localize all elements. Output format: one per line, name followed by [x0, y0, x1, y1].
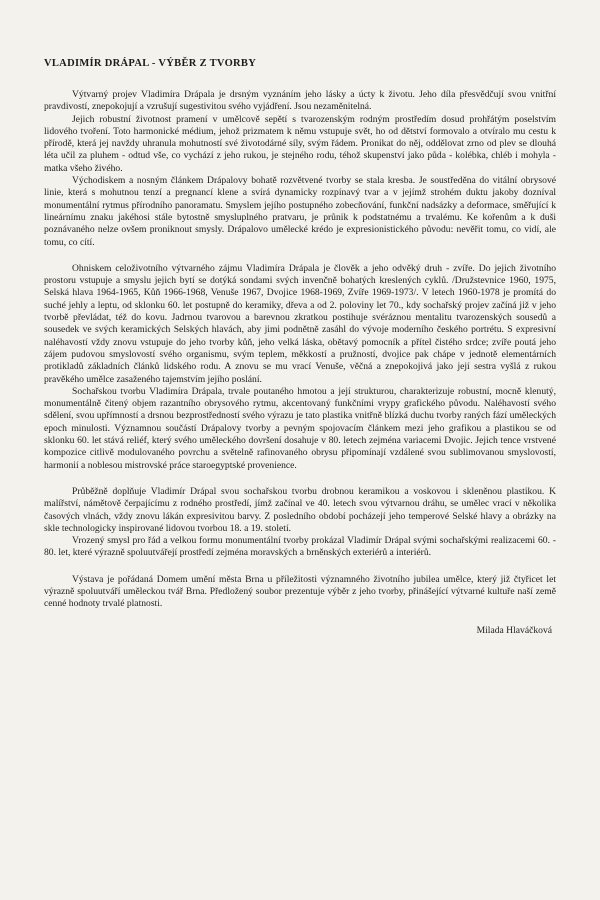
paragraph: Průběžně doplňuje Vladimír Drápal svou sochařskou tvorbu drobnou keramikou a voskovou i skleněnou plastikou. K malířství, námětově čerpajícímu z rodného prostředí, jímž začínal ve 40. letech svou výtvarnou dráhu, se umělec vrací v několika časových vlnách, vždy znovu lákán expresivitou barvy. Z posledního období pocházejí jeho temperové Selské hlavy a obrázky na skle technologicky inspirované lidovou tvorbou 18. a 19. století. [44, 485, 556, 534]
paragraph: Ohniskem celoživotního výtvarného zájmu Vladimíra Drápala je člověk a jeho odvěký druh - zvíře. Do jejich životního prostoru vstupuje a smyslu jejich bytí se dotýká sondami svých invenčně bohatých kreslených cyklů. /Družstevnice 1960, 1975, Selská hlava 1964-1965, Kůň 1966-1968, Venuše 1967, Dvojice 1968-1969, Zvíře 1969-1973/. V letech 1960-1978 je promítá do suché jehly a leptu, od sklonku 60. let postupně do keramiky, dřeva a od 2. poloviny let 70., kdy sochařský projev začíná již v jeho tvorbě převládat, též do kovu. Jadrnou tvarovou a barevnou zkratkou postihuje svéráznou mentalitu tvarozenských sousedů a sousedek ve svých keramických Selských hlavách, aby jimi podnětně zasáhl do vývoje moderního českého portrétu. S expresivní naléhavostí vždy znovu vstupuje do jeho tvorby kůň, jeho velká láska, obětavý pomocník a přítel čistého srdce; zvíře poutá jeho zájem pudovou smyslovostí svého organismu, svým teplem, měkkostí a pružností, dvojice pak chápe v jednotě elementárních protikladů základních článků lidského rodu. A znovu se mu vrací Venuše, věčná a znepokojivá jako její sestra vyšlá z rukou pravěkého umělce zasaženého tajemstvím jejího poslání. [44, 262, 556, 385]
section-1 [44, 89, 556, 249]
section-2 [44, 263, 556, 472]
page-title: VLADIMÍR DRÁPAL - VÝBĚR Z TVORBY [44, 58, 257, 69]
paragraph: Výstava je pořádaná Domem umění města Brna u příležitosti významného životního jubilea umělce, který již čtyřicet let výrazně spoluutváří uměleckou tvář Brna. Předložený soubor prezentuje výběr z jeho tvorby, přinášející výtvarné kultuře naší země cenné hodnoty trvalé platnosti. [44, 573, 556, 610]
paragraph: Výtvarný projev Vladimíra Drápala je drsným vyznáním jeho lásky a úcty k životu. Jeho díla přesvědčují svou vnitřní pravdivostí, znepokojují a vzrušují sugestivitou svého vyjádření. Jsou nezaměnitelná. [44, 89, 556, 113]
paragraph: Jejich robustní životnost pramení v umělcově sepětí s tvarozenským rodným prostředím dosud prohřátým poselstvím lidového tvoření. Toto harmonické médium, jehož prizmatem k němu vstupuje svět, ho od dětství formovalo a otvíralo mu cestu k přírodě, která jej navždy uhranula mohutností své životodárné síly, svým řádem. Pronikat do něj, oddělovat zrno od plev se dlouhá léta učil za pluhem - odtud vše, co vychází z jeho rukou, je stejného rodu, téhož skupenství jako půda - kolébka, chléb i mohyla - matka všeho živého. [44, 113, 556, 174]
author-signature: Milada Hlaváčková [476, 624, 552, 636]
section-3 [44, 486, 556, 560]
section-4 [44, 574, 556, 611]
paragraph: Vrozený smysl pro řád a velkou formu monumentální tvorby prokázal Vladimír Drápal svými sochařskými realizacemi 60. - 80. let, které výrazně spoluutvářejí prostředí zejména moravských a brněnských exteriérů a interiérů. [44, 535, 556, 559]
paragraph: Sochařskou tvorbu Vladimíra Drápala, trvale poutaného hmotou a její strukturou, charakterizuje robustní, mocně klenutý, monumentálně čitený objem razantního obrysového rytmu, akcentovaný funkčními vrypy grafického původu. Naléhavostí svého sdělení, svou upřímností a drsnou bezprostředností svého výrazu je tato plastika vnitřně blízká duchu tvorby raných fází uměleckých epoch minulosti. Významnou součástí Drápalovy tvorby a pevným spojovacím článkem mezi jeho grafikou a plastikou se od sklonku 60. let stává reliéf, který svého uměleckého dovršení dosahuje v 80. letech zejména variacemi Dvojic. Jejich tence vrstvené kompozice citlivě modulovaného povrchu a světelně rafinovaného obrysu připomínají vzdálené svou sublimovanou smyslovostí, harmonií a noblesou mistrovské práce staroegyptské provenience. [44, 385, 556, 471]
paragraph: Východiskem a nosným článkem Drápalovy bohatě rozvětvené tvorby se stala kresba. Je soustředěna do vitální obrysové linie, která s mohutnou tenzí a pregnancí klene a svírá dynamicky rozpínavý tvar a v jejímž strohém duktu jakoby dozníval monumentální rytmus přírodního panoramatu. Smyslem jejího postupného zobecňování, funkční nadsázky a deformace, směřující k lineárnímu znaku jakéhosi stále bytostně smysluplného pratvaru, je průnik k podstatnému a trvalému. Ke kořenům a k duši poznávaného nelze ovšem proniknout smysly. Drápalovo umělecké krédo je expresionistického původu: nevěřit tomu, co vidí, ale tomu, co cítí. [44, 175, 556, 248]
